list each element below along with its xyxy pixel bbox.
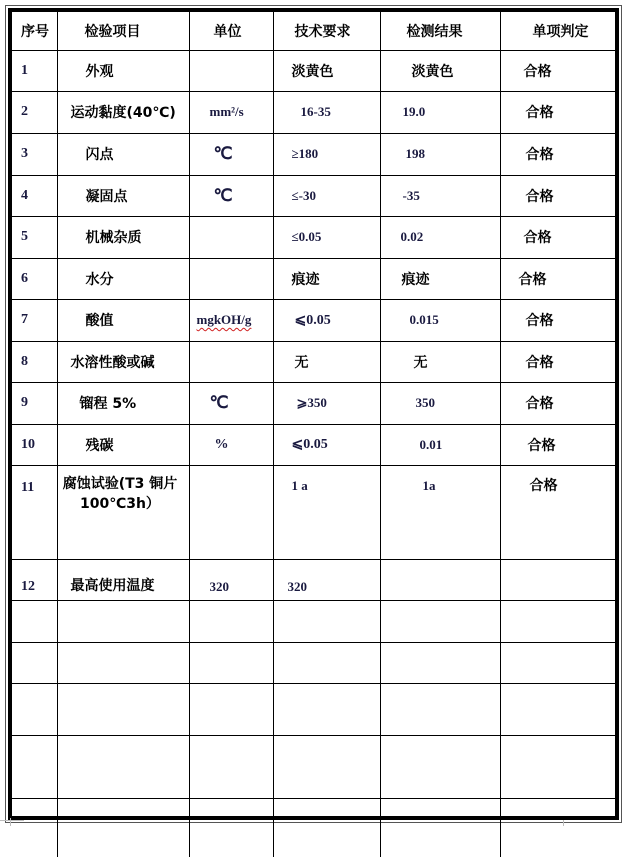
row-verdict: 合格 bbox=[500, 424, 615, 465]
row-seq: 3 bbox=[12, 133, 57, 175]
row-seq: 8 bbox=[12, 341, 57, 382]
row-seq: 11 bbox=[12, 465, 57, 559]
row-requirement: 16-35 bbox=[273, 91, 380, 133]
row-result: 198 bbox=[380, 133, 500, 175]
row-unit: 320 bbox=[189, 559, 273, 600]
row-unit bbox=[189, 50, 273, 91]
row-seq: 1 bbox=[12, 50, 57, 91]
row-item: 水溶性酸或碱 bbox=[57, 341, 189, 382]
row-item: 腐蚀试验(T3 铜片 100℃3h） bbox=[57, 465, 189, 559]
row-requirement: ⩽0.05 bbox=[273, 424, 380, 465]
table-row bbox=[12, 299, 615, 341]
inspection-report-table bbox=[12, 12, 615, 857]
empty-row bbox=[12, 642, 615, 683]
table-row bbox=[12, 382, 615, 424]
row-item: 最高使用温度 bbox=[57, 559, 189, 600]
row-requirement: 淡黄色 bbox=[273, 50, 380, 91]
table-row bbox=[12, 175, 615, 216]
row-result: 痕迹 bbox=[380, 258, 500, 299]
row-verdict: 合格 bbox=[500, 50, 615, 91]
row-verdict: 合格 bbox=[500, 133, 615, 175]
row-item: 运动黏度(40℃) bbox=[57, 91, 189, 133]
row-unit bbox=[189, 341, 273, 382]
header-verdict: 单项判定 bbox=[500, 12, 615, 50]
row-unit bbox=[189, 216, 273, 258]
row-item: 凝固点 bbox=[57, 175, 189, 216]
row-verdict: 合格 bbox=[500, 465, 615, 559]
row-unit: mm²/s bbox=[189, 91, 273, 133]
row-unit: ℃ bbox=[189, 175, 273, 216]
row-requirement: 320 bbox=[273, 559, 380, 600]
row-seq: 6 bbox=[12, 258, 57, 299]
table-row bbox=[12, 559, 615, 600]
header-unit: 单位 bbox=[189, 12, 273, 50]
table-row bbox=[12, 216, 615, 258]
row-result: -35 bbox=[380, 175, 500, 216]
row-result: 0.02 bbox=[380, 216, 500, 258]
table-row bbox=[12, 50, 615, 91]
row-result: 0.01 bbox=[380, 424, 500, 465]
row-verdict bbox=[500, 559, 615, 600]
row-requirement: 无 bbox=[273, 341, 380, 382]
row-requirement: ≤-30 bbox=[273, 175, 380, 216]
table-row bbox=[12, 91, 615, 133]
table-row bbox=[12, 341, 615, 382]
row-requirement: ≥180 bbox=[273, 133, 380, 175]
row-requirement: ⩽0.05 bbox=[273, 299, 380, 341]
row-verdict: 合格 bbox=[500, 91, 615, 133]
row-seq: 12 bbox=[12, 559, 57, 600]
row-result: 1a bbox=[380, 465, 500, 559]
row-seq: 2 bbox=[12, 91, 57, 133]
table-row bbox=[12, 465, 615, 559]
table-header-row bbox=[12, 12, 615, 50]
table-row bbox=[12, 133, 615, 175]
header-result: 检测结果 bbox=[380, 12, 500, 50]
table-row bbox=[12, 424, 615, 465]
row-unit: ℃ bbox=[189, 382, 273, 424]
row-item: 外观 bbox=[57, 50, 189, 91]
row-seq: 4 bbox=[12, 175, 57, 216]
row-item: 水分 bbox=[57, 258, 189, 299]
row-item: 闪点 bbox=[57, 133, 189, 175]
empty-row bbox=[12, 798, 615, 857]
row-result: 0.015 bbox=[380, 299, 500, 341]
row-seq: 10 bbox=[12, 424, 57, 465]
row-seq: 7 bbox=[12, 299, 57, 341]
row-seq: 5 bbox=[12, 216, 57, 258]
row-requirement: 痕迹 bbox=[273, 258, 380, 299]
row-item: 机械杂质 bbox=[57, 216, 189, 258]
row-unit: % bbox=[189, 424, 273, 465]
empty-row bbox=[12, 735, 615, 798]
row-verdict: 合格 bbox=[500, 299, 615, 341]
row-unit: ℃ bbox=[189, 133, 273, 175]
row-seq: 9 bbox=[12, 382, 57, 424]
row-result: 无 bbox=[380, 341, 500, 382]
row-result: 350 bbox=[380, 382, 500, 424]
header-seq: 序号 bbox=[12, 12, 57, 50]
header-item: 检验项目 bbox=[57, 12, 189, 50]
row-verdict: 合格 bbox=[500, 216, 615, 258]
row-item: 酸值 bbox=[57, 299, 189, 341]
row-unit bbox=[189, 465, 273, 559]
row-verdict: 合格 bbox=[500, 175, 615, 216]
header-requirement: 技术要求 bbox=[273, 12, 380, 50]
row-item: 残碳 bbox=[57, 424, 189, 465]
row-result: 19.0 bbox=[380, 91, 500, 133]
row-result: 淡黄色 bbox=[380, 50, 500, 91]
table-row bbox=[12, 258, 615, 299]
row-item: 镏程 5% bbox=[57, 382, 189, 424]
row-result bbox=[380, 559, 500, 600]
row-requirement: 1 a bbox=[273, 465, 380, 559]
empty-row bbox=[12, 683, 615, 735]
row-verdict: 合格 bbox=[500, 341, 615, 382]
row-verdict: 合格 bbox=[500, 258, 615, 299]
row-requirement: ⩾350 bbox=[273, 382, 380, 424]
empty-row bbox=[12, 600, 615, 642]
row-unit: mgkOH/g bbox=[196, 312, 252, 327]
row-requirement: ≤0.05 bbox=[273, 216, 380, 258]
row-verdict: 合格 bbox=[500, 382, 615, 424]
page-corner-mark bbox=[10, 818, 11, 826]
row-unit bbox=[189, 258, 273, 299]
